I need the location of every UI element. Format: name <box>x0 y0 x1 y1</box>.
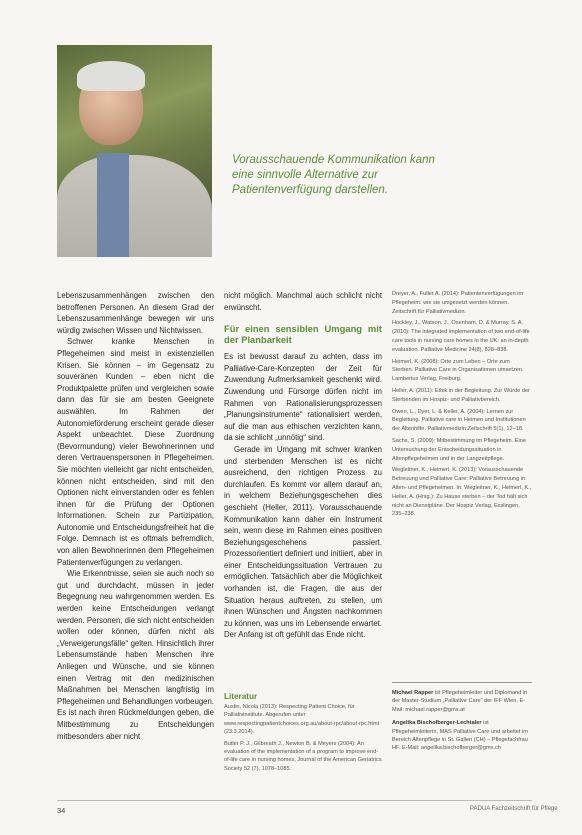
author-entry <box>392 689 532 714</box>
paragraph: Lebenszusammenhängen zwischen den betroffenen Personen. An diesem Grad der Lebenszusammenhänge bewegen wir uns würdig zwischen Wissen und Nichtwissen. <box>57 291 214 335</box>
reference: Dreyer, A., Fuller A. (2014): Patientenverfügungen im Pflegeheim: wie sie umgesetzt werden können. Zeitschrift für Palliativmedizin. <box>392 291 524 315</box>
paragraph: Wie Erkenntnisse, seien sie auch noch so gut und durchdacht, müssen in jeder Begegnung neu wahrgenommen werden. Es werden keine Entscheidungen verlangt werden. Personen, die sich nicht entscheiden wollen oder können, dürfen nicht als „Verweigerungsfälle“ gelten. Hinsichtlich ihrer Lebensumstände haben Menschen ihre Anliegen und Wünsche, und sie können einen Vertrag mit den medizinischen Maßnahmen bei Menschen langfristig im Pflegeheimen und Behandlungen vorbeugen. Es ist nach ihren Rückmeldungen geben, die Mitbestimmung zu Entscheidungen mitbesonders aber nicht <box>57 569 214 741</box>
reference: Owen, L., Dyer, L. & Keller, A. (2004): Lernen zur Begleitung. Palliative care in Heimen und Institutionen der Altenhilfe. Palliativmedizin Zeitschrift 5(1), 12–18. <box>392 408 526 433</box>
literature-list <box>224 703 382 776</box>
author-name: Angelika Bischofberger-Lechtaler <box>392 720 482 727</box>
text-column-1 <box>57 290 214 742</box>
author-name: Michael Rapper <box>392 690 434 696</box>
reference: Austin, Nicola (2013): Respecting Patient Choice, für Palliativinstitute. Abgerufen unter www.respectingpatientchoices.org.au/about-rpc/about-rpc.html (23.3.2014). <box>224 704 379 736</box>
reference: Heller, A. (2011): Ethik in der Begleitung. Zur Würde der Sterbenden im Hospiz- und Palliativbereich. <box>392 387 530 403</box>
section-heading: Für einen sensiblen Umgang mit der Planbarkeit <box>224 323 382 346</box>
reference-column <box>392 290 532 522</box>
page-number: 34 <box>57 806 66 815</box>
text-column-2 <box>224 290 382 641</box>
author-box <box>392 682 532 758</box>
reference: Sachs, S. (2009): Mitbestimmung im Pflegeheim. Eine Untersuchung der Entscheidungssituation in Altenpflegeheimen und in der Langzeitpflege. <box>392 437 526 462</box>
author-bio: ist Pflegeheimleiter und Diplomand in der Master-Studium „Palliative Care“ der IFF Wien. E-Mail: michael.rapper@gmx.at <box>392 690 528 713</box>
paragraph: Gerade im Umgang mit schwer kranken und sterbenden Menschen ist es nicht ausreichend, den richtigen Prozess zu durchlaufen. Es kommt vor allem darauf an, in welchem Beziehungsgeschehen dies geschieht (Heller, 2011). Vorausschauende Kommunikation kann daher ein Instrument sein, wenn diese im Rahmen eines positiven Beziehungsgeschehens passiert. Prozessorientiert definiert und initiiert, aber in einer Entscheidungssituation Vertrauen zu ermöglichen. Tatsächlich aber die Möglichkeit vorhanden ist, die Fragen, die aus der Situation heraus auftreten, zu stellen, um ihnen Wünschen und Ängsten nachkommen zu können, was uns im Lebensende erwartet. Der Anfang ist oft gefühlt das Ende nicht. <box>224 444 382 640</box>
reference: Hockley, J., Watson, J., Oxenham, D. & Murray, S. A. (2010): The integrated implementation of two end-of-life care tools in nursing care homes in the UK: an in-depth evaluation. Palliative Medicine 24(8), 828–838. <box>392 320 530 353</box>
footer-rule <box>57 800 532 801</box>
reference: Heimerl, K. (2008): Orte zum Leben – Orte zum Sterben. Palliative Care in Organisationen umsetzen. Lambertus Verlag, Freiburg. <box>392 358 524 383</box>
photo-shirt <box>97 153 129 257</box>
reference: Butler P. J., Gilbreath J., Newton B. & Meyers (2004): An evaluation of the implementation of a program to improve end-of-life care in nursing homes, Journal of the American Geriatrics Society 52 (7), 1078–1085. <box>224 740 382 772</box>
author-entry <box>392 719 532 753</box>
pull-quote: Vorausschauende Kommunikation kann eine sinnvolle Alternative zur Patientenverfügung darstellen. <box>232 154 435 196</box>
reference: Wegleitner, K., Heimerl, K. (2013): Vorausschauende Betreuung und Palliative Care: Palliative Betreuung in Alten- und Pflegeheimen. In: Wegleitner, K., Heimerl, K., Heller, A. (Hrsg.): Zu Hause sterben – der Tod hält sich nicht an Dienstpläne. Der Hospiz Verlag, Esslingen, 235–238. <box>392 467 532 518</box>
paragraph: Es ist bewusst darauf zu achten, dass im Palliative-Care-Konzepten der Zeit für Zuwendung Aufmerksamkeit geschenkt wird. Zuwendung und Fürsorge dürfen nicht im Rahmen von Rationalisierungsprozessen „Planungsinstrumente“ rationalisiert werden, auf die man aus ethischen verzichten kann, da sie schlicht „unnötig“ sind. <box>224 352 382 443</box>
paragraph: Schwer kranke Menschen in Pflegeheimen sind meist in existenziellen Krisen. Sie können – im Gegensatz zu souveränen Kunden – eben nicht die Produktpalette prüfen und vergleichen sowie dann das für sie am besten Geeignete auswählen. Im Rahmen der Autonomieförderung erscheint gerade dieser Aspekt unbeachtet. Diese Zuordnung (Bevormundung) vieler Bewohnerinnen und deren Vertrauenspersonen in Pflegeheimen. Sie möchten vielleicht gar nicht entscheiden, können nicht entscheiden, sind mit den Optionen nicht einverstanden oder es fehlen ihnen für die Prüfung der Optionen Informationen. Schein zur Partizipation, Autonomie und Entscheidungsfreiheit hat die Folge. Demnach ist es oftmals befremdlich, von allen Bewohnerinnen dem Pflegeheimen Patientenverfügungen zu verlangen. <box>57 337 214 567</box>
photo-hair <box>77 61 145 91</box>
journal-name: PADUA Fachzeitschrift für Pflege <box>470 806 558 812</box>
paragraph: nicht möglich. Manchmal auch schlicht nicht erwünscht. <box>224 291 382 312</box>
author-bio: ist Pflegeheimleiterin, MAS Palliative Care und arbeitet im Bereich Altenpflege in St. Gallen (CH) – Pflegefachfrau HF. E-Mail: angelika.bischofberger@gmx.ch <box>392 720 528 752</box>
literature-heading: Literatur <box>224 692 258 701</box>
photo-jacket <box>57 155 212 257</box>
portrait-photo <box>57 45 212 257</box>
